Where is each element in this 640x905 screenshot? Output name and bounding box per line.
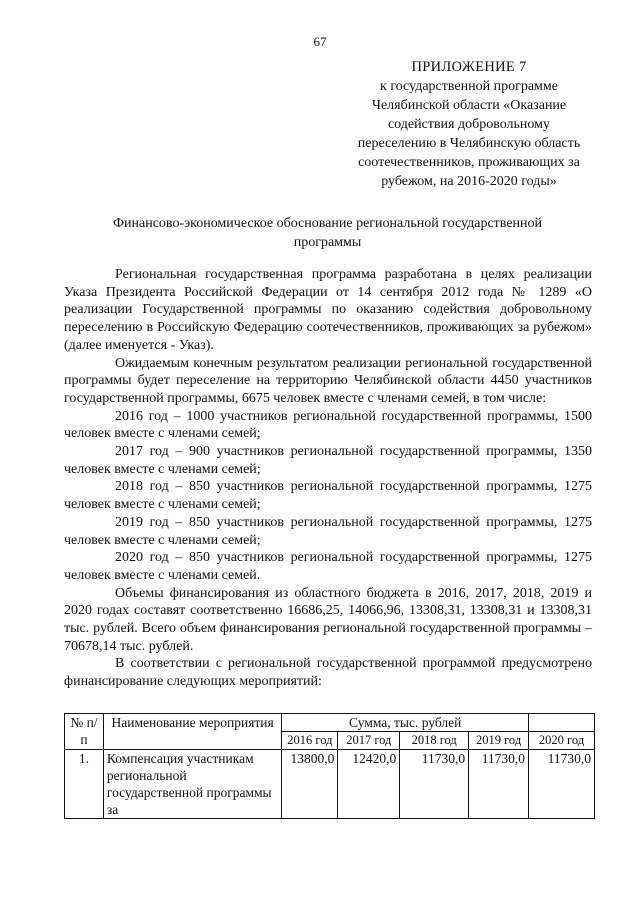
paragraph: Ожидаемым конечным результатом реализации региональной государственной программы будет переселение на территорию Челябинской области 4450 участников государственной программы, 6675 человек вместе с членами семей, в том числе:	[64, 355, 592, 406]
row-value: 11730,0	[400, 750, 469, 819]
section-heading	[80, 214, 575, 252]
appendix-block	[338, 58, 600, 191]
paragraph: Региональная государственная программа разработана в целях реализации Указа Президента Российской Федерации от 14 сентября 2012 года № 1289 «О реализации Государственной программы по оказанию содействия добровольному переселению в Российскую Федерацию соотечественников, проживающих за рубежом» (далее именуется - Указ).	[64, 267, 592, 353]
table-header-row	[65, 714, 595, 732]
col-header-empty	[529, 714, 595, 732]
row-value: 11730,0	[469, 750, 529, 819]
paragraph: 2019 год – 850 участников региональной государственной программы, 1275 человек вместе с членами семей;	[64, 514, 592, 548]
appendix-line: Челябинской области «Оказание	[371, 98, 567, 113]
year-header: 2016 год	[282, 732, 338, 750]
col-header-num: № п/п	[65, 714, 104, 750]
paragraph: 2018 год – 850 участников региональной государственной программы, 1275 человек вместе с членами семей;	[64, 479, 592, 513]
appendix-line: рубежом, на 2016-2020 годы»	[381, 174, 557, 189]
body-text	[64, 266, 592, 691]
row-value: 12420,0	[338, 750, 400, 819]
year-header: 2017 год	[338, 732, 400, 750]
appendix-line: к государственной программе	[380, 79, 558, 94]
col-header-name: Наименование мероприятия	[103, 714, 282, 750]
paragraph: Объемы финансирования из областного бюджета в 2016, 2017, 2018, 2019 и 2020 годах составят соответственно 16686,25, 14066,96, 13308,31, 13308,31 и 13308,31 тыс. рублей. Всего объем финансирования региональной государственной программы – 70678,14 тыс. рублей.	[64, 585, 592, 654]
appendix-line: содействия добровольному	[387, 117, 551, 132]
paragraph: 2016 год – 1000 участников региональной государственной программы, 1500 человек вместе с членами семей;	[64, 408, 592, 442]
year-header: 2020 год	[529, 732, 595, 750]
page-number: 67	[313, 34, 327, 49]
paragraph: 2020 год – 850 участников региональной государственной программы, 1275 человек вместе с членами семей.	[64, 550, 592, 583]
row-name: Компенсация участникам региональной государственной программы за	[103, 750, 282, 819]
year-header: 2019 год	[469, 732, 529, 750]
financing-table	[64, 713, 595, 819]
appendix-title: ПРИЛОЖЕНИЕ 7	[411, 59, 527, 75]
paragraph: 2017 год – 900 участников региональной государственной программы, 1350 человек вместе с членами семей;	[64, 444, 592, 477]
table-row	[65, 750, 595, 819]
appendix-line: переселению в Челябинскую область	[357, 136, 581, 151]
row-num: 1.	[65, 750, 104, 819]
heading-line: программы	[293, 235, 362, 250]
row-value: 11730,0	[529, 750, 595, 819]
row-value: 13800,0	[282, 750, 338, 819]
paragraph: В соответствии с региональной государственной программой предусмотрено финансирование следующих мероприятий:	[64, 656, 592, 690]
col-header-sum: Сумма, тыс. рублей	[282, 714, 529, 732]
appendix-line: соотечественников, проживающих за	[358, 155, 580, 170]
heading-line: Финансово-экономическое обоснование региональной государственной	[112, 216, 543, 231]
year-header: 2018 год	[400, 732, 469, 750]
